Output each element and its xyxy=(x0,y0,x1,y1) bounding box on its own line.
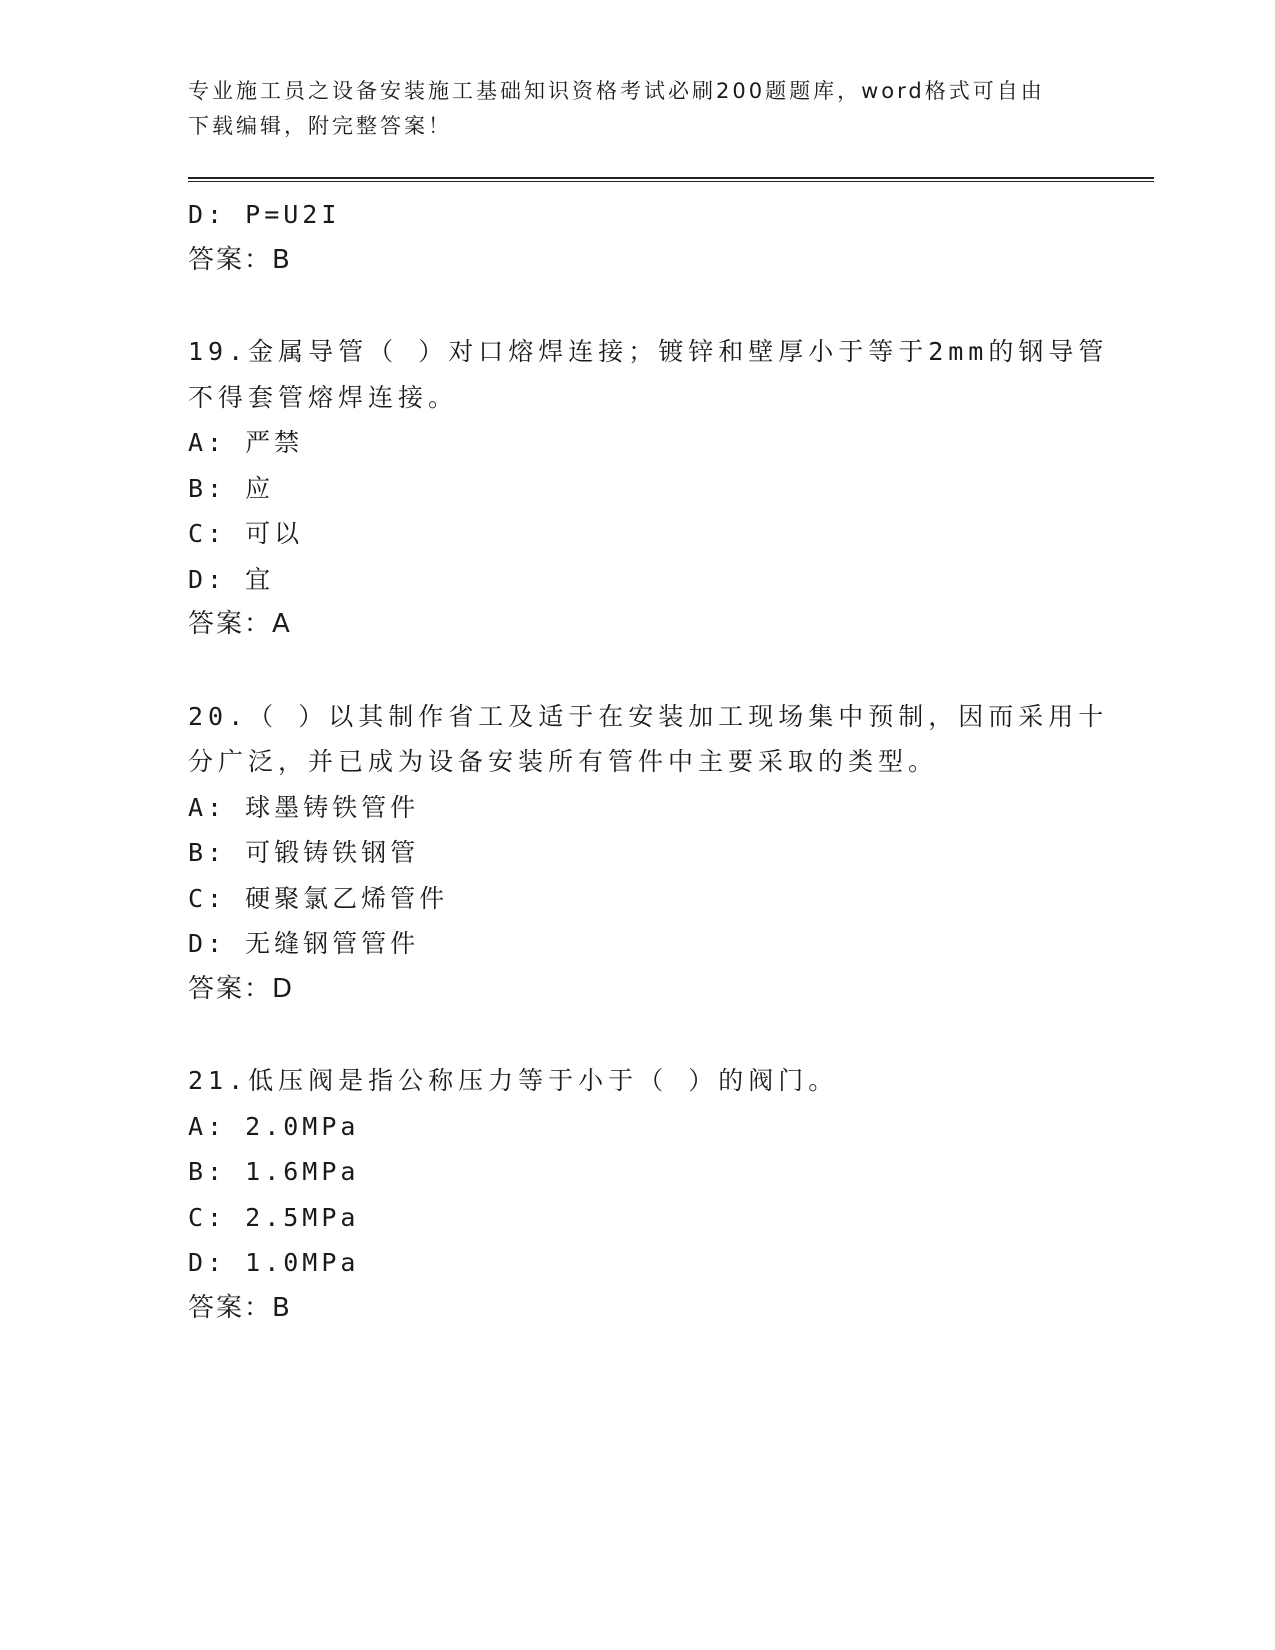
document-header xyxy=(188,74,1068,144)
prev-answer: 答案：B xyxy=(188,244,292,275)
q20-option-c: C: 硬聚氯乙烯管件 xyxy=(188,883,449,913)
prev-option-d: D: P=U2I xyxy=(188,200,341,229)
spacer xyxy=(188,283,1088,329)
q20-option-b: B: 可锻铸铁钢管 xyxy=(188,838,420,867)
q21-answer: 答案：B xyxy=(188,1292,292,1323)
q20-text-line-2: 分广泛，并已成为设备安装所有管件中主要采取的类型。 xyxy=(188,747,939,776)
q19-option-a: A: 严禁 xyxy=(188,428,304,457)
q19-answer: 答案：A xyxy=(188,609,292,639)
q20-option-d: D: 无缝钢管管件 xyxy=(188,929,420,958)
q21-option-d: D: 1.0MPa xyxy=(188,1248,360,1277)
q21-text-line-1: 21.低压阀是指公称压力等于小于（ ）的阀门。 xyxy=(188,1066,839,1095)
header-divider xyxy=(188,177,1154,182)
header-title-line-2: 下载编辑，附完整答案！ xyxy=(188,114,452,138)
header-title-line-1: 专业施工员之设备安装施工基础知识资格考试必刷200题题库，word格式可自由 xyxy=(188,79,1045,103)
q19-text-line-2: 不得套管熔焊连接。 xyxy=(188,382,459,412)
q20-text-line-1: 20.（ ）以其制作省工及适于在安装加工现场集中预制，因而采用十 xyxy=(188,701,1109,731)
q20-option-a: A: 球墨铸铁管件 xyxy=(188,792,420,822)
q21-option-c: C: 2.5MPa xyxy=(188,1202,360,1232)
spacer xyxy=(188,1012,1088,1058)
q21-option-b: B: 1.6MPa xyxy=(188,1157,360,1186)
q19-text-line-1: 19.金属导管（ ）对口熔焊连接；镀锌和壁厚小于等于2mm的钢导管 xyxy=(188,337,1109,366)
q19-option-c: C: 可以 xyxy=(188,519,304,548)
q19-option-d: D: 宜 xyxy=(188,564,275,594)
question-content xyxy=(188,192,1109,1331)
spacer xyxy=(188,648,1088,694)
q20-answer: 答案：D xyxy=(188,973,295,1004)
q19-option-b: B: 应 xyxy=(188,473,275,503)
q21-option-a: A: 2.0MPa xyxy=(188,1111,360,1141)
